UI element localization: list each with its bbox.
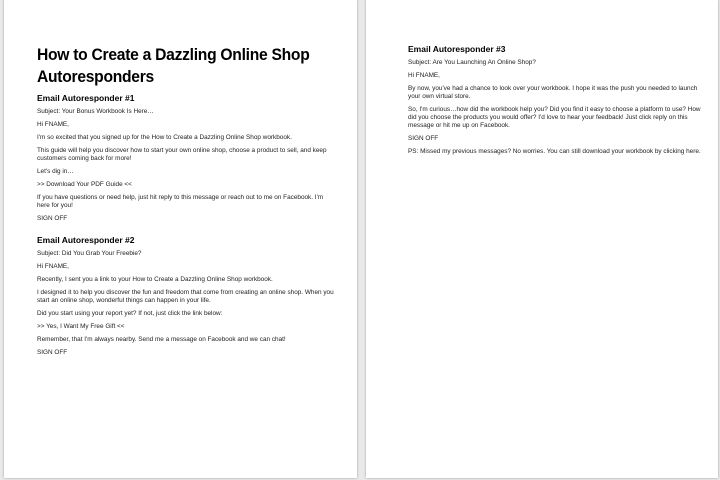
body-paragraph: Did you start using your report yet? If not, just click the link below: [37, 310, 223, 317]
body-paragraph: I designed it to help you discover the fun and freedom that come from creating an online shop. When you start an online shop, wonderful things can happen in your life. [37, 289, 334, 304]
body-paragraph: Recently, I sent you a link to your How to Create a Dazzling Online Shop workbook. [37, 276, 273, 283]
section-heading: Email Autoresponder #3 [408, 44, 506, 54]
greeting: Hi FNAME, [408, 72, 440, 79]
postscript: PS: Missed my previous messages? No worries. You can still download your workbook by clicking here. [408, 148, 701, 155]
autoresponder-1-section [37, 93, 335, 223]
section-heading: Email Autoresponder #1 [37, 93, 135, 103]
page-1 [4, 0, 357, 478]
sign-off: SIGN OFF [37, 349, 68, 356]
section-heading: Email Autoresponder #2 [37, 235, 135, 245]
page-2 [366, 0, 718, 478]
download-link-text: >> Download Your PDF Guide << [37, 181, 132, 188]
body-paragraph: This guide will help you discover how to start your own online shop, choose a product to sell, and keep customers coming back for more! [37, 147, 327, 162]
autoresponder-3-section [408, 44, 704, 156]
body-paragraph: If you have questions or need help, just hit reply to this message or reach out to me on Facebook. I'm here for you! [37, 194, 324, 209]
autoresponder-2-section [37, 235, 335, 357]
greeting: Hi FNAME, [37, 121, 69, 128]
sign-off: SIGN OFF [37, 215, 68, 222]
body-paragraph: Let's dig in… [37, 168, 74, 175]
body-paragraph: By now, you've had a chance to look over your workbook. I hope it was the push you needed to launch your own virtual store. [408, 85, 698, 100]
subject-line: Subject: Did You Grab Your Freebie? [37, 250, 142, 257]
subject-line: Subject: Your Bonus Workbook Is Here… [37, 108, 154, 115]
greeting: Hi FNAME, [37, 263, 69, 270]
body-paragraph: Remember, that I'm always nearby. Send me a message on Facebook and we can chat! [37, 336, 286, 343]
gift-link-text: >> Yes, I Want My Free Gift << [37, 323, 125, 330]
subject-line: Subject: Are You Launching An Online Shop? [408, 59, 536, 66]
document-title: How to Create a Dazzling Online Shop Autoresponders [37, 45, 310, 86]
body-paragraph: So, I'm curious…how did the workbook help you? Did you find it easy to choose a platform to use? How did you choose the products you would offer? I'd love to hear your feedback! Just click reply on this message or hit me up on Facebook. [408, 106, 701, 129]
body-paragraph: I'm so excited that you signed up for the How to Create a Dazzling Online Shop workbook. [37, 134, 292, 141]
sign-off: SIGN OFF [408, 135, 439, 142]
